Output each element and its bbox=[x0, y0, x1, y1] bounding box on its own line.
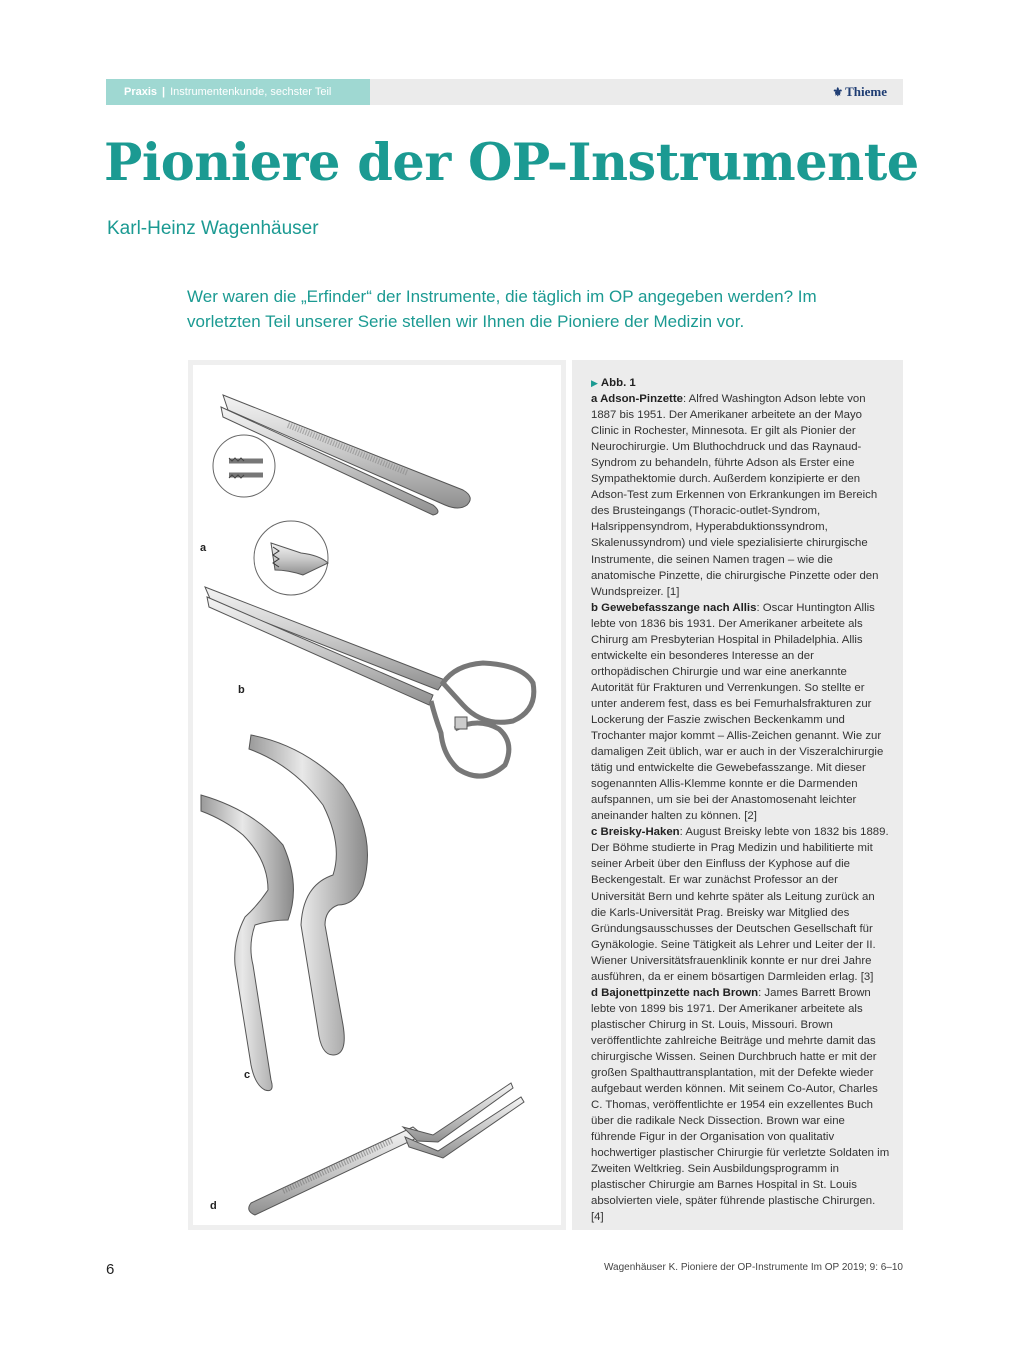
breisky-retractor-drawing bbox=[201, 735, 368, 1091]
article-title: Pioniere der OP-Instrumente bbox=[104, 133, 919, 193]
figure-label-c: c bbox=[244, 1069, 251, 1081]
caption-entry-c bbox=[591, 824, 891, 984]
series-label: Instrumentenkunde, sechster Teil bbox=[170, 86, 332, 98]
caption-entry-text: : Alfred Washington Adson lebte von 1887 bis 1951. Der Amerikaner arbeitete an der Mayo Clinic in Rochester, Minnesota. Er gilt als Pionier der Neurochirurgie. Um Bluthochdruck und das Raynaud-Syndrom zu behandeln, führte Adson als Erster eine Sympathektomie durch. Außerdem konzipierte er den Adson-Test zum Erkennen von Erkrankungen im Bereich des Brusteingangs (Thoracic-outlet-Syndrom, Halsrippensyndrom, Hyperabduktionssyndrom, Skalenussyndrom) und viele spezialisierte chirurgische Instrumente, die seinen Namen tragen – wie die anatomische Pinzette, die chirurgische Pinzette oder den Wundspreizer. [1] bbox=[591, 393, 879, 598]
article-author: Karl-Heinz Wagenhäuser bbox=[107, 218, 319, 239]
caption-entry-title: a Adson-Pinzette bbox=[591, 393, 683, 406]
figure-label-b: b bbox=[238, 684, 245, 696]
section-label: Praxis bbox=[124, 86, 158, 98]
caption-figure-number: Abb. 1 bbox=[600, 377, 636, 389]
page-number: 6 bbox=[106, 1261, 115, 1278]
figure-caption bbox=[572, 360, 903, 1230]
section-banner bbox=[106, 79, 370, 105]
caption-entry-d bbox=[591, 985, 891, 1226]
header-separator: | bbox=[162, 86, 166, 98]
figure-label-a: a bbox=[200, 542, 207, 554]
caption-entry-title: d Bajonettpinzette nach Brown bbox=[591, 986, 759, 999]
caption-entry-text: : August Breisky lebte von 1832 bis 1889. Der Böhme studierte in Prag Medizin und habilitierte mit seiner Arbeit über den Einfluss der Kyphose auf die Beckengestalt. Er war zunächst Professor an der Universität Bern und kehrte später als Leitung zurück an die Karls-Universität Prag. Breisky war Mitglied des Gründungsausschusses der Deutschen Gesellschaft für Gynäkologie. Seine Tätigkeit als Lehrer und Leiter der II. Wiener Universitätsfrauenklinik konnte er nur drei Jahre ausführen, da er einem bösartigen Darmleiden erlag. [3] bbox=[591, 826, 889, 983]
thieme-emblem-icon: ⚜ bbox=[832, 85, 844, 99]
header-bar bbox=[106, 79, 903, 105]
citation-footer: Wagenhäuser K. Pioniere der OP-Instrumente Im OP 2019; 9: 6–10 bbox=[603, 1262, 903, 1273]
publisher-name: Thieme bbox=[845, 84, 887, 99]
triangle-bullet-icon: ▶ bbox=[591, 378, 598, 388]
instrument-illustrations bbox=[193, 365, 561, 1225]
figure-panel bbox=[188, 360, 566, 1230]
publisher-logo bbox=[832, 79, 887, 105]
caption-entry-text: : James Barrett Brown lebte von 1899 bis 1971. Der Amerikaner arbeitete als plastischer Chirurg in St. Louis, Missouri. Brown veröffentlichte zahlreiche Beiträge und mehrte damit das chirurgische Wissen. Seinen Durchbruch hatte er mit der großen Spalthauttransplantation, mit der Defekte wieder aufgebaut werden können. Mit seinem Co-Autor, Charles C. Thomas, veröffentlichte er 1954 ein exzellentes Buch über die radikale Neck Dissection. Brown war eine führende Figur in der Organisation von qualitativ hochwertiger plastischer Chirurgie für verletzte Soldaten im Zweiten Weltkrieg. Sein Ausbildungsprogramm in plastischer Chirurgie am Barnes Hospital in St. Louis absolvierten viele, später führende plastische Chirurgen. [4] bbox=[591, 986, 890, 1224]
caption-heading bbox=[591, 375, 891, 391]
figure-label-d: d bbox=[210, 1200, 217, 1212]
adson-forceps-drawing bbox=[213, 395, 470, 515]
article-lead: Wer waren die „Erfinder“ der Instrumente, die täglich im OP angegeben werden? Im vorletzten Teil unserer Serie stellen wir Ihnen die Pioniere der Medizin vor. bbox=[187, 287, 817, 331]
caption-entry-title: b Gewebefasszange nach Allis bbox=[591, 601, 757, 614]
caption-entry-title: c Breisky-Haken bbox=[591, 826, 680, 839]
caption-entry-text: : Oscar Huntington Allis lebte von 1836 bis 1931. Der Amerikaner arbeitete als Chirurg am Presbyterian Hospital in Philadelphia. Allis entwickelte ein besonderes Interesse an der orthopädischen Chirurgie und war eine anerkannte Autorität für Frakturen und Verrenkungen. So stellte er unter anderem fest, dass es bei Femurhalsfrakturen zur Lockerung der Faszie zwischen Beckenkamm und Trochanter major kommt – Allis-Zeichen genannt. Wie zur damaligen Zeit üblich, war er auch in der Viszeralchirurgie tätig und entwickelte die Gewebefasszange. Mit dieser sogenannten Allis-Klemme konnte er die Darmenden aufspannen, um sie bei der Anastomosenaht leichter aneinander halten zu können. [2] bbox=[591, 601, 884, 823]
figure-illustration-area bbox=[193, 365, 561, 1225]
bayonet-forceps-drawing bbox=[249, 1083, 524, 1215]
caption-entry-a bbox=[591, 391, 891, 600]
caption-entry-b bbox=[591, 600, 891, 825]
